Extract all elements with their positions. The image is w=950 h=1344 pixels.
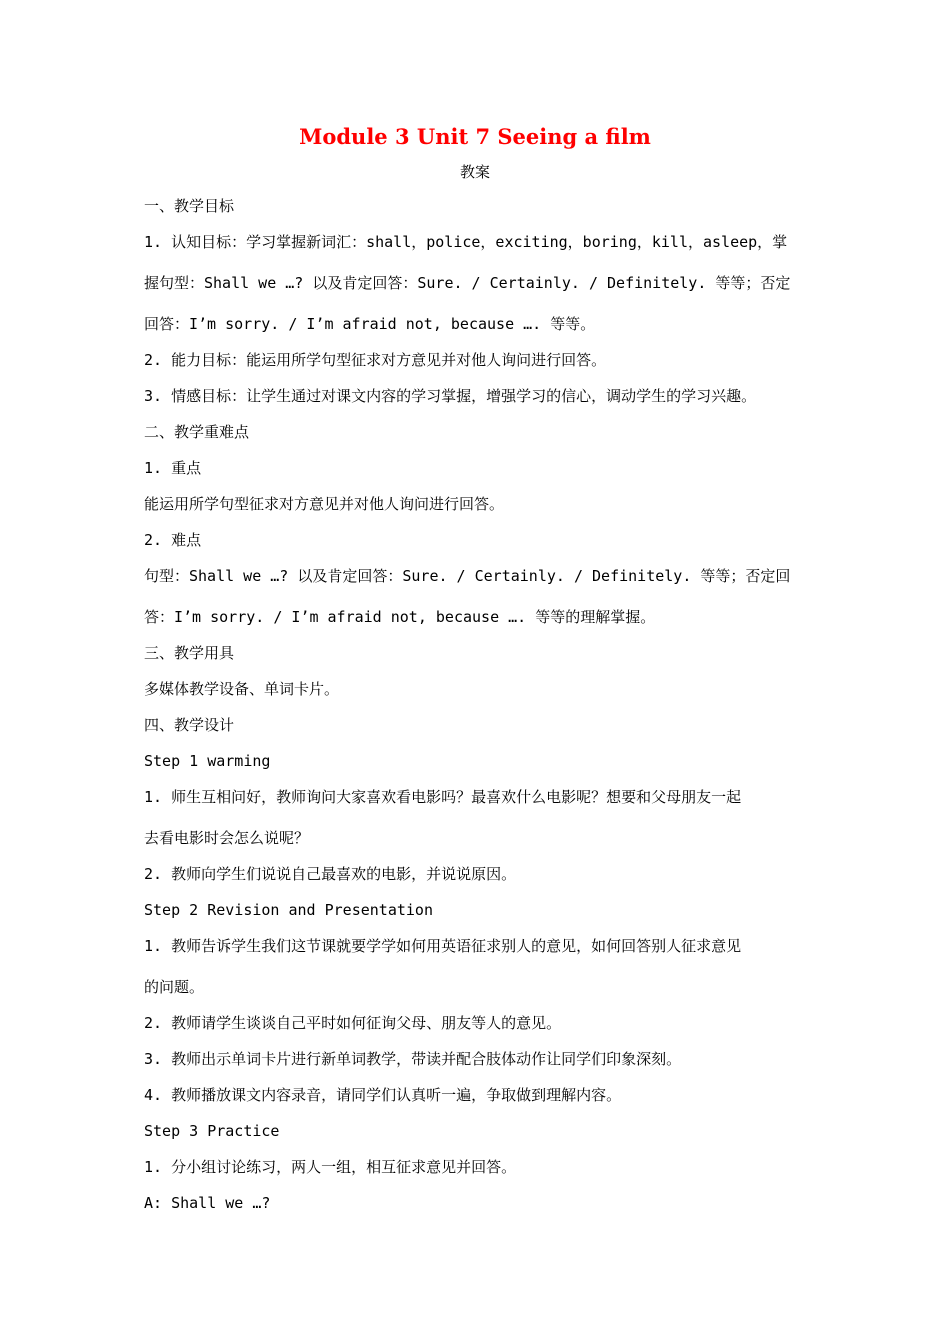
paragraph-line: 能运用所学句型征求对方意见并对他人询问进行回答。 (144, 495, 505, 513)
subsection-heading: 1. 重点 (144, 459, 202, 477)
paragraph-line: 3. 情感目标：让学生通过对课文内容的学习掌握，增强学习的信心，调动学生的学习兴趣。 (144, 387, 757, 405)
paragraph-line: 1. 分小组讨论练习，两人一组，相互征求意见并回答。 (144, 1158, 517, 1176)
paragraph-line: 回答：I’m sorry. / I’m afraid not, because …. 等等。 (144, 315, 596, 333)
paragraph-line: 句型：Shall we …? 以及肯定回答：Sure. / Certainly. / Definitely. 等等；否定回 (144, 567, 791, 585)
section-heading: 一、教学目标 (144, 197, 235, 215)
paragraph-line: 1. 师生互相问好，教师询问大家喜欢看电影吗？最喜欢什么电影呢？想要和父母朋友一起 (144, 788, 742, 806)
subsection-heading: 2. 难点 (144, 531, 202, 549)
document-subtitle: 教案 (459, 163, 490, 181)
paragraph-line: 3. 教师出示单词卡片进行新单词教学，带读并配合肢体动作让同学们印象深刻。 (144, 1050, 682, 1068)
paragraph-line: 去看电影时会怎么说呢？ (144, 829, 310, 847)
paragraph-line: 1. 认知目标：学习掌握新词汇：shall，police，exciting，boring，kill，asleep，掌 (144, 233, 788, 251)
section-heading: 三、教学用具 (144, 644, 235, 662)
paragraph-line: 答：I’m sorry. / I’m afraid not, because …. 等等的理解掌握。 (144, 608, 656, 626)
paragraph-line: 1. 教师告诉学生我们这节课就要学学如何用英语征求别人的意见，如何回答别人征求意见 (144, 937, 742, 955)
paragraph-line: 握句型：Shall we …? 以及肯定回答：Sure. / Certainly. / Definitely. 等等；否定 (144, 274, 791, 292)
step-heading: Step 3 Practice (144, 1122, 280, 1140)
paragraph-line: 的问题。 (144, 978, 205, 996)
paragraph-line: 多媒体教学设备、单词卡片。 (144, 680, 340, 698)
dialogue-line: A: Shall we …? (144, 1194, 271, 1212)
document-title: Module 3 Unit 7 Seeing a film (299, 124, 651, 149)
section-heading: 四、教学设计 (144, 716, 235, 734)
step-heading: Step 1 warming (144, 752, 271, 770)
section-heading: 二、教学重难点 (144, 423, 250, 441)
paragraph-line: 4. 教师播放课文内容录音，请同学们认真听一遍，争取做到理解内容。 (144, 1086, 622, 1104)
paragraph-line: 2. 教师请学生谈谈自己平时如何征询父母、朋友等人的意见。 (144, 1014, 562, 1032)
paragraph-line: 2. 能力目标：能运用所学句型征求对方意见并对他人询问进行回答。 (144, 351, 607, 369)
step-heading: Step 2 Revision and Presentation (144, 901, 433, 919)
paragraph-line: 2. 教师向学生们说说自己最喜欢的电影，并说说原因。 (144, 865, 517, 883)
